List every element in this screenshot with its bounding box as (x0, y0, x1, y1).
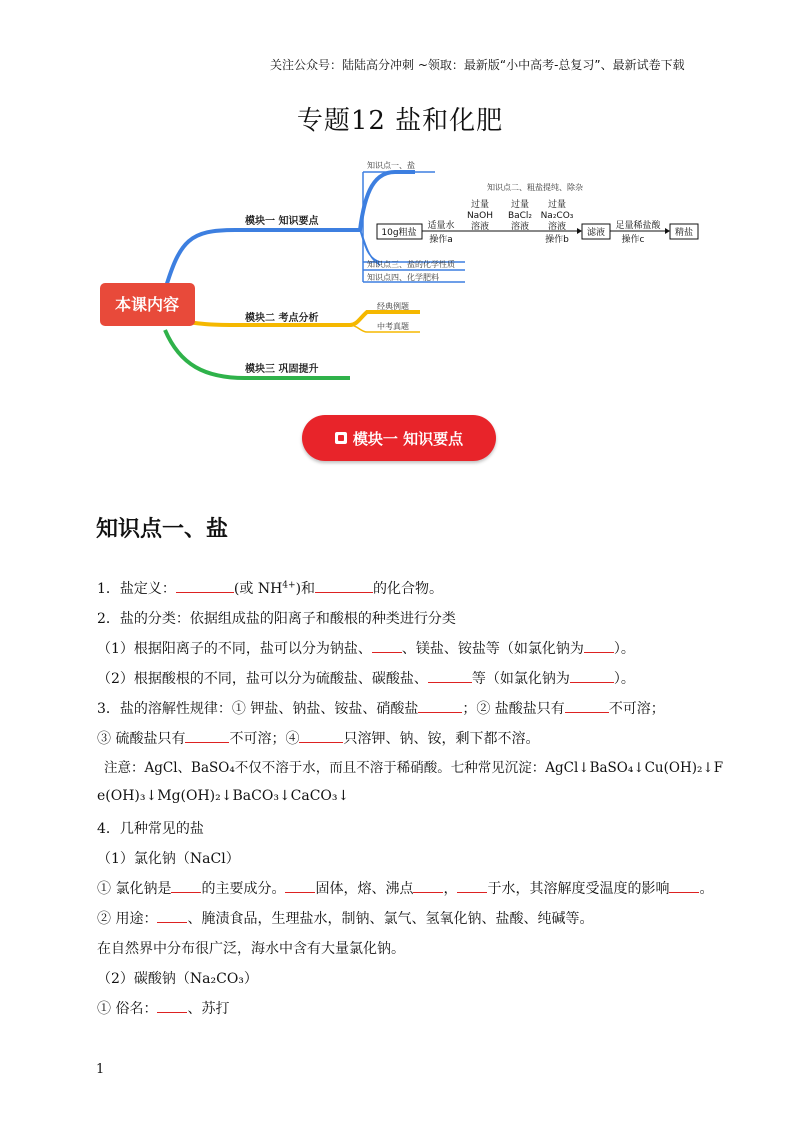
b2b-label: 中考真题 (377, 322, 409, 331)
blank (418, 698, 462, 713)
flow-bacl-2: BaCl₂ (507, 211, 533, 221)
content-line-7: 注意：AgCl、BaSO₄不仅不溶于水，而且不溶于稀硝酸。七种常见沉淀：AgCl↓BaSO₄↓Cu(OH)₂↓F (104, 760, 724, 776)
content-line-3: （1）根据阳离子的不同，盐可以分为钠盐、 、镁盐、铵盐等（如氯化钠为 ）。 (97, 638, 635, 658)
flow-na-3: 溶液 (547, 222, 567, 232)
flow-bacl-3: 溶液 (510, 222, 530, 232)
flow-naoh-1: 过量 (470, 200, 490, 210)
blank (171, 878, 201, 893)
k2-label: 知识点二、粗盐提纯、除杂 (487, 183, 583, 192)
content-line-8: e(OH)₃↓Mg(OH)₂↓BaCO₃↓CaCO₃↓ (97, 788, 350, 804)
blank (157, 998, 187, 1013)
branch-label-1: 模块一 知识要点 (245, 216, 319, 227)
k4-label: 知识点四、化学肥料 (367, 273, 439, 282)
flow-na-4: 操作b (545, 235, 569, 245)
flow-a-bottom: 操作a (429, 235, 453, 245)
module-icon (335, 432, 347, 444)
branch-label-3: 模块三 巩固提升 (245, 364, 319, 375)
blank (372, 638, 402, 653)
flow-c-bottom: 操作c (621, 235, 645, 245)
blank (299, 728, 343, 743)
content-line-13: 在自然界中分布很广泛，海水中含有大量氯化钠。 (97, 941, 405, 957)
content-line-2: 2．盐的分类：依据组成盐的阳离子和酸根的种类进行分类 (97, 611, 456, 627)
blank (584, 638, 614, 653)
blank (157, 908, 187, 923)
content-line-12: ② 用途： 、腌渍食品，生理盐水，制钠、氯气、氢氧化钠、盐酸、纯碱等。 (97, 908, 593, 928)
content-line-1: 1．盐定义： (或 $NH^{4+}$)和 的化合物。 (97, 578, 443, 598)
blank (565, 698, 609, 713)
k1-label: 知识点一、盐 (367, 161, 415, 170)
blank (176, 578, 234, 593)
branch-label-2: 模块二 考点分析 (245, 313, 319, 324)
blank (413, 878, 443, 893)
blank (315, 578, 373, 593)
content-line-6: ③ 硫酸盐只有 不可溶；④ 只溶钾、钠、铵，剩下都不溶。 (97, 728, 539, 748)
flow-naoh-2: NaOH (466, 211, 494, 221)
blank (285, 878, 315, 893)
mind-map (95, 150, 725, 400)
module-banner (302, 415, 496, 461)
content-line-5: 3．盐的溶解性规律：① 钾盐、钠盐、铵盐、硝酸盐 ；② 盐酸盐只有 不可溶； (97, 698, 665, 718)
section-heading: 知识点一、盐 (96, 517, 229, 542)
blank (669, 878, 699, 893)
content-line-11: ① 氯化钠是 的主要成分。 固体，熔、沸点 ， 于水，其溶解度受温度的影响 。 (97, 878, 713, 898)
module-banner-label: 模块一 知识要点 (352, 429, 464, 448)
root-label: 本课内容 (114, 295, 180, 314)
flow-bacl-1: 过量 (510, 200, 530, 210)
page-number: 1 (96, 1062, 105, 1077)
flow-box-filtrate: 滤液 (586, 228, 606, 238)
flow-c-top: 足量稀盐酸 (615, 221, 661, 231)
page-title: 专题12 盐和化肥 (296, 106, 504, 136)
flow-naoh-3: 溶液 (470, 222, 490, 232)
blank (457, 878, 487, 893)
k3-label: 知识点三、盐的化学性质 (367, 260, 455, 269)
blank (185, 728, 229, 743)
content-line-4: （2）根据酸根的不同，盐可以分为硫酸盐、碳酸盐、 等（如氯化钠为 ）。 (97, 668, 635, 688)
flow-na-1: 过量 (547, 200, 567, 210)
content-line-9: 4．几种常见的盐 (97, 821, 204, 837)
purification-flowchart (377, 198, 698, 245)
content-line-15: ① 俗名： 、苏打 (97, 998, 229, 1018)
flow-box-refined-salt: 精盐 (674, 228, 694, 238)
b2a-label: 经典例题 (377, 302, 409, 311)
flow-na-2: Na₂CO₃ (540, 211, 574, 221)
blank (570, 668, 614, 683)
content-line-14: （2）碳酸钠（Na₂CO₃） (97, 971, 258, 987)
flow-box-crude-salt: 10g粗盐 (381, 228, 417, 238)
flow-a-top: 适量水 (427, 221, 455, 231)
blank (428, 668, 472, 683)
header-note: 关注公众号：陆陆高分冲刺 ~领取：最新版“小中高考-总复习”、最新试卷下载 (270, 58, 685, 72)
content-line-10: （1）氯化钠（NaCl） (97, 851, 240, 867)
